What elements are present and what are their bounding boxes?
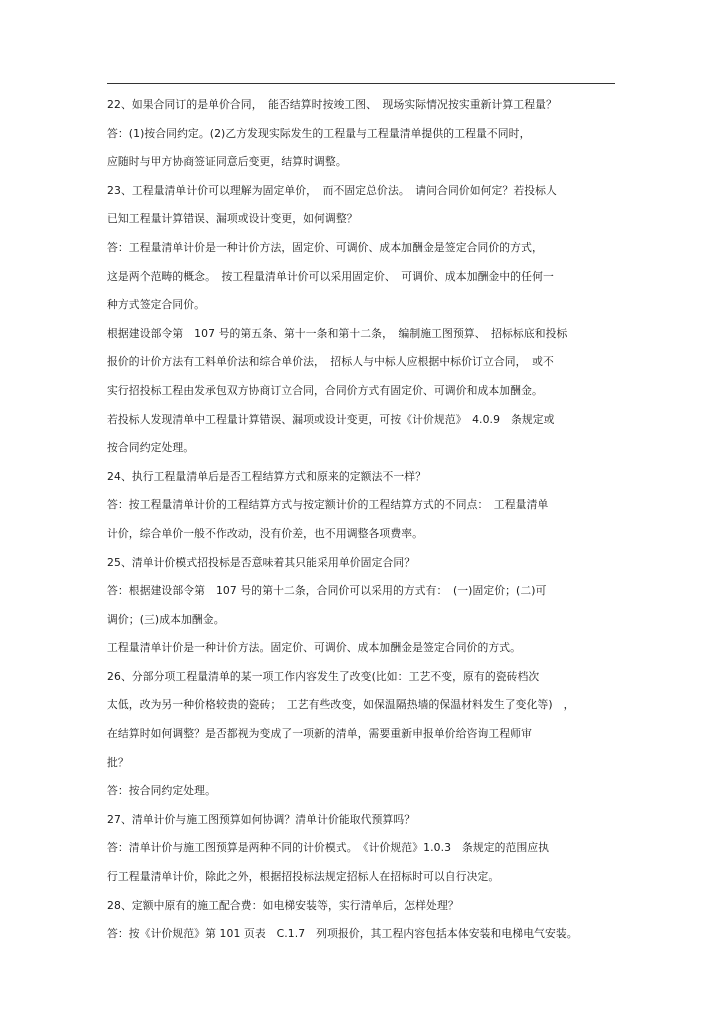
text-line: 实行招投标工程由发承包双方协商订立合同，合同价方式有固定价、可调价和成本加酬金。	[107, 383, 543, 397]
text-line: 若投标人发现清单中工程量计算错误、漏项或设计变更，可按《计价规范》 4.0.9 条规定或	[107, 412, 555, 426]
text-line: 太低，改为另一种价格较贵的瓷砖； 工艺有些改变，如保温隔热墙的保温材料发生了变化等) ，	[107, 698, 575, 712]
text-line: 行工程量清单计价，除此之外，根据招投标法规定招标人在招标时可以自行决定。	[107, 870, 500, 884]
text-line: 工程量清单计价是一种计价方法。固定价、可调价、成本加酬金是签定合同价的方式。	[107, 641, 522, 655]
text-line: 答：清单计价与施工图预算是两种不同的计价模式。 《计价规范》1.0.3 条规定的范围应执	[107, 841, 550, 855]
header-rule	[107, 83, 615, 84]
text-line: 应随时与甲方协商签证同意后变更，结算时调整。	[107, 155, 347, 169]
text-line: 种方式签定合同价。	[107, 298, 206, 312]
text-line: 24、执行工程量清单后是否工程结算方式和原来的定额法不一样？	[107, 469, 427, 483]
text-line: 计价，综合单价一般不作改动，没有价差，也不用调整各项费率。	[107, 526, 424, 540]
text-line: 答：根据建设部令第 107 号的第十二条，合同价可以采用的方式有： (一)固定价；(二)可	[107, 584, 547, 598]
text-line: 23、工程量清单计价可以理解为固定单价， 而不固定总价法。 请问合同价如何定？若投标人	[107, 183, 557, 197]
text-line: 27、清单计价与施工图预算如何协调？清单计价能取代预算吗？	[107, 812, 416, 826]
text-line: 这是两个范畴的概念。 按工程量清单计价可以采用固定价、 可调价、成本加酬金中的任何一	[107, 269, 554, 283]
text-line: 28、定额中原有的施工配合费：如电梯安装等，实行清单后，怎样处理？	[107, 898, 459, 912]
text-line: 调价；(三)成本加酬金。	[107, 612, 225, 626]
text-line: 答：工程量清单计价是一种计价方法，固定价、可调价、成本加酬金是签定合同价的方式，	[107, 240, 543, 254]
document-body	[107, 91, 617, 949]
text-line: 26、分部分项工程量清单的某一项工作内容发生了改变(比如：工艺不变，原有的瓷砖档次	[107, 669, 540, 683]
text-line: 报价的计价方法有工料单价法和综合单价法， 招标人与中标人应根据中标价订立合同， 或不	[107, 355, 554, 369]
text-line: 在结算时如何调整？是否都视为变成了一项新的清单，需要重新申报单价给咨询工程师审	[107, 727, 532, 741]
text-line: 25、清单计价模式招投标是否意味着其只能采用单价固定合同？	[107, 555, 416, 569]
text-line: 答：按合同约定处理。	[107, 784, 216, 798]
text-line: 答：按《计价规范》第 101 页表 C.1.7 列项报价，其工程内容包括本体安装和电梯电气安装。	[107, 927, 578, 941]
text-line: 根据建设部令第 107 号的第五条、第十一条和第十二条， 编制施工图预算、 招标标底和投标	[107, 326, 568, 340]
text-line: 答：(1)按合同约定。(2)乙方发现实际发生的工程量与工程量清单提供的工程量不同时，	[107, 126, 531, 140]
text-line: 答：按工程量清单计价的工程结算方式与按定额计价的工程结算方式的不同点： 工程量清单	[107, 498, 549, 512]
text-line: 按合同约定处理。	[107, 441, 195, 455]
text-line: 批？	[107, 755, 129, 769]
text-line: 22、如果合同订的是单价合同， 能否结算时按竣工图、 现场实际情况按实重新计算工程量？	[107, 98, 557, 111]
text-line: 已知工程量计算错误、漏项或设计变更，如何调整？	[107, 212, 358, 226]
